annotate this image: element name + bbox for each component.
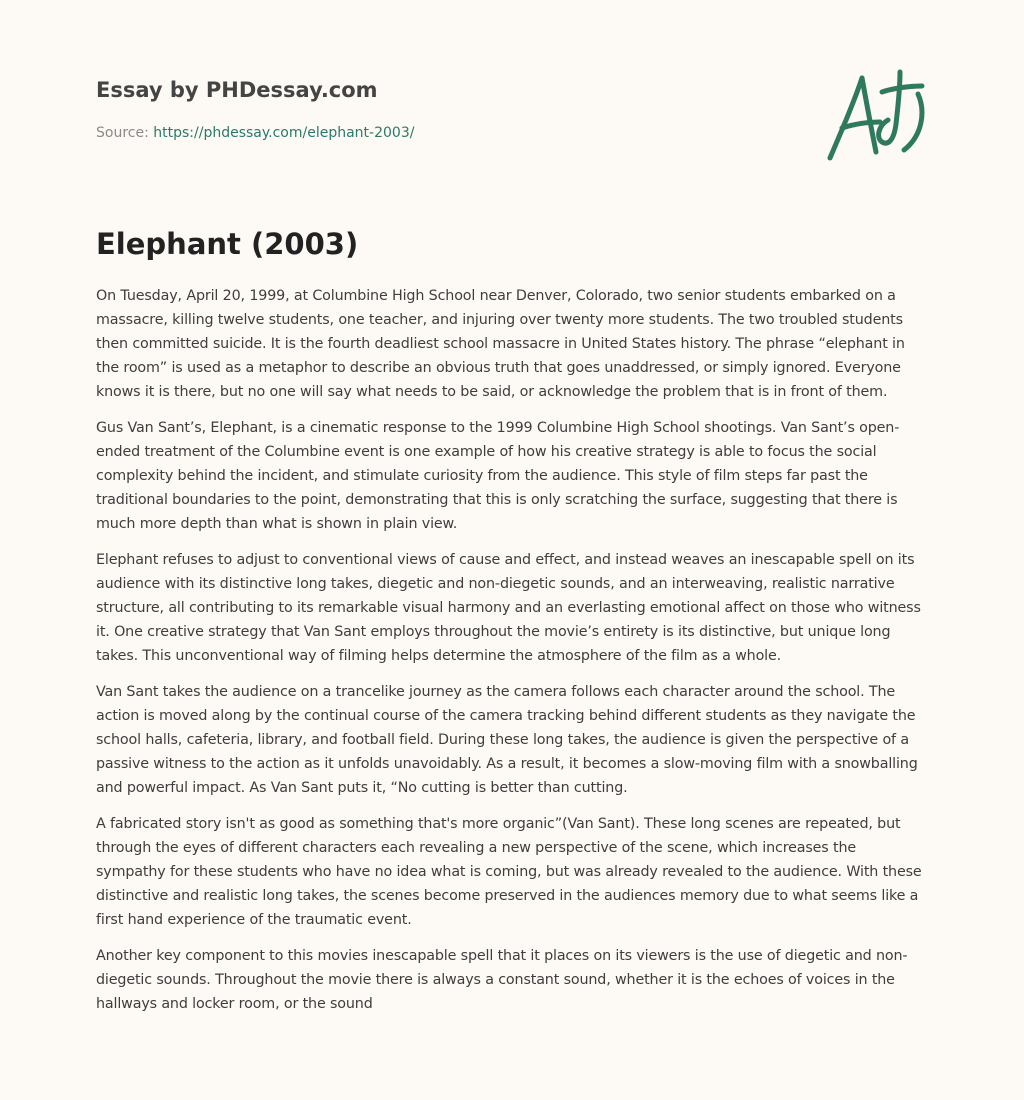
essay-paragraph: Another key component to this movies inescapable spell that it places on its viewers is the use of diegetic and non-diegetic sounds. Throughout the movie there is always a constant sound, whether it is the echoes of voices in the hallways and locker room, or the sound bbox=[96, 948, 908, 1012]
source-link[interactable]: https://phdessay.com/elephant-2003/ bbox=[153, 125, 415, 141]
essay-paragraph: Van Sant takes the audience on a trancelike journey as the camera follows each character around the school. The action is moved along by the continual course of the camera tracking behind different students as they navigate the school halls, cafeteria, library, and football field. During these long takes, the audience is given the perspective of a passive witness to the action as it unfolds unavoidably. As a result, it becomes a slow-moving film with a snowballing and powerful impact. As Van Sant puts it, “No cutting is better than cutting. bbox=[96, 684, 918, 796]
essay-paragraph: A fabricated story isn't as good as something that's more organic”(Van Sant). These long scenes are repeated, but through the eyes of different characters each revealing a new perspective of the scene, which increases the sympathy for these students who have no idea what is coming, but was already revealed to the audience. With these distinctive and realistic long takes, the scenes become preserved in the audiences memory due to what seems like a first hand experience of the traumatic event. bbox=[96, 816, 922, 928]
a-plus-logo-icon bbox=[818, 64, 930, 168]
essay-body bbox=[96, 284, 926, 1028]
essay-title: Elephant (2003) bbox=[96, 227, 359, 261]
source-label: Source: bbox=[96, 125, 154, 141]
essay-paragraph: On Tuesday, April 20, 1999, at Columbine High School near Denver, Colorado, two senior students embarked on a massacre, killing twelve students, one teacher, and injuring over twenty more students. The two troubled students then committed suicide. It is the fourth deadliest school massacre in United States history. The phrase “elephant in the room” is used as a metaphor to describe an obvious truth that goes unaddressed, or simply ignored. Everyone knows it is there, but no one will say what needs to be said, or acknowledge the problem that is in front of them. bbox=[96, 288, 905, 400]
essay-paragraph: Elephant refuses to adjust to conventional views of cause and effect, and instead weaves an inescapable spell on its audience with its distinctive long takes, diegetic and non-diegetic sounds, and an interweaving, realistic narrative structure, all contributing to its remarkable visual harmony and an everlasting emotional affect on those who witness it. One creative strategy that Van Sant employs throughout the movie’s entirety is its distinctive, but unique long takes. This unconventional way of filming helps determine the atmosphere of the film as a whole. bbox=[96, 552, 921, 664]
source-line bbox=[96, 123, 736, 143]
site-title: Essay by PHDessay.com bbox=[96, 78, 378, 102]
essay-paragraph: Gus Van Sant’s, Elephant, is a cinematic response to the 1999 Columbine High School shootings. Van Sant’s open-ended treatment of the Columbine event is one example of how his creative strategy is able to focus the social complexity behind the incident, and stimulate curiosity from the audience. This style of film steps far past the traditional boundaries to the point, demonstrating that this is only scratching the surface, suggesting that there is much more depth than what is shown in plain view. bbox=[96, 420, 900, 532]
page-header bbox=[96, 74, 736, 143]
